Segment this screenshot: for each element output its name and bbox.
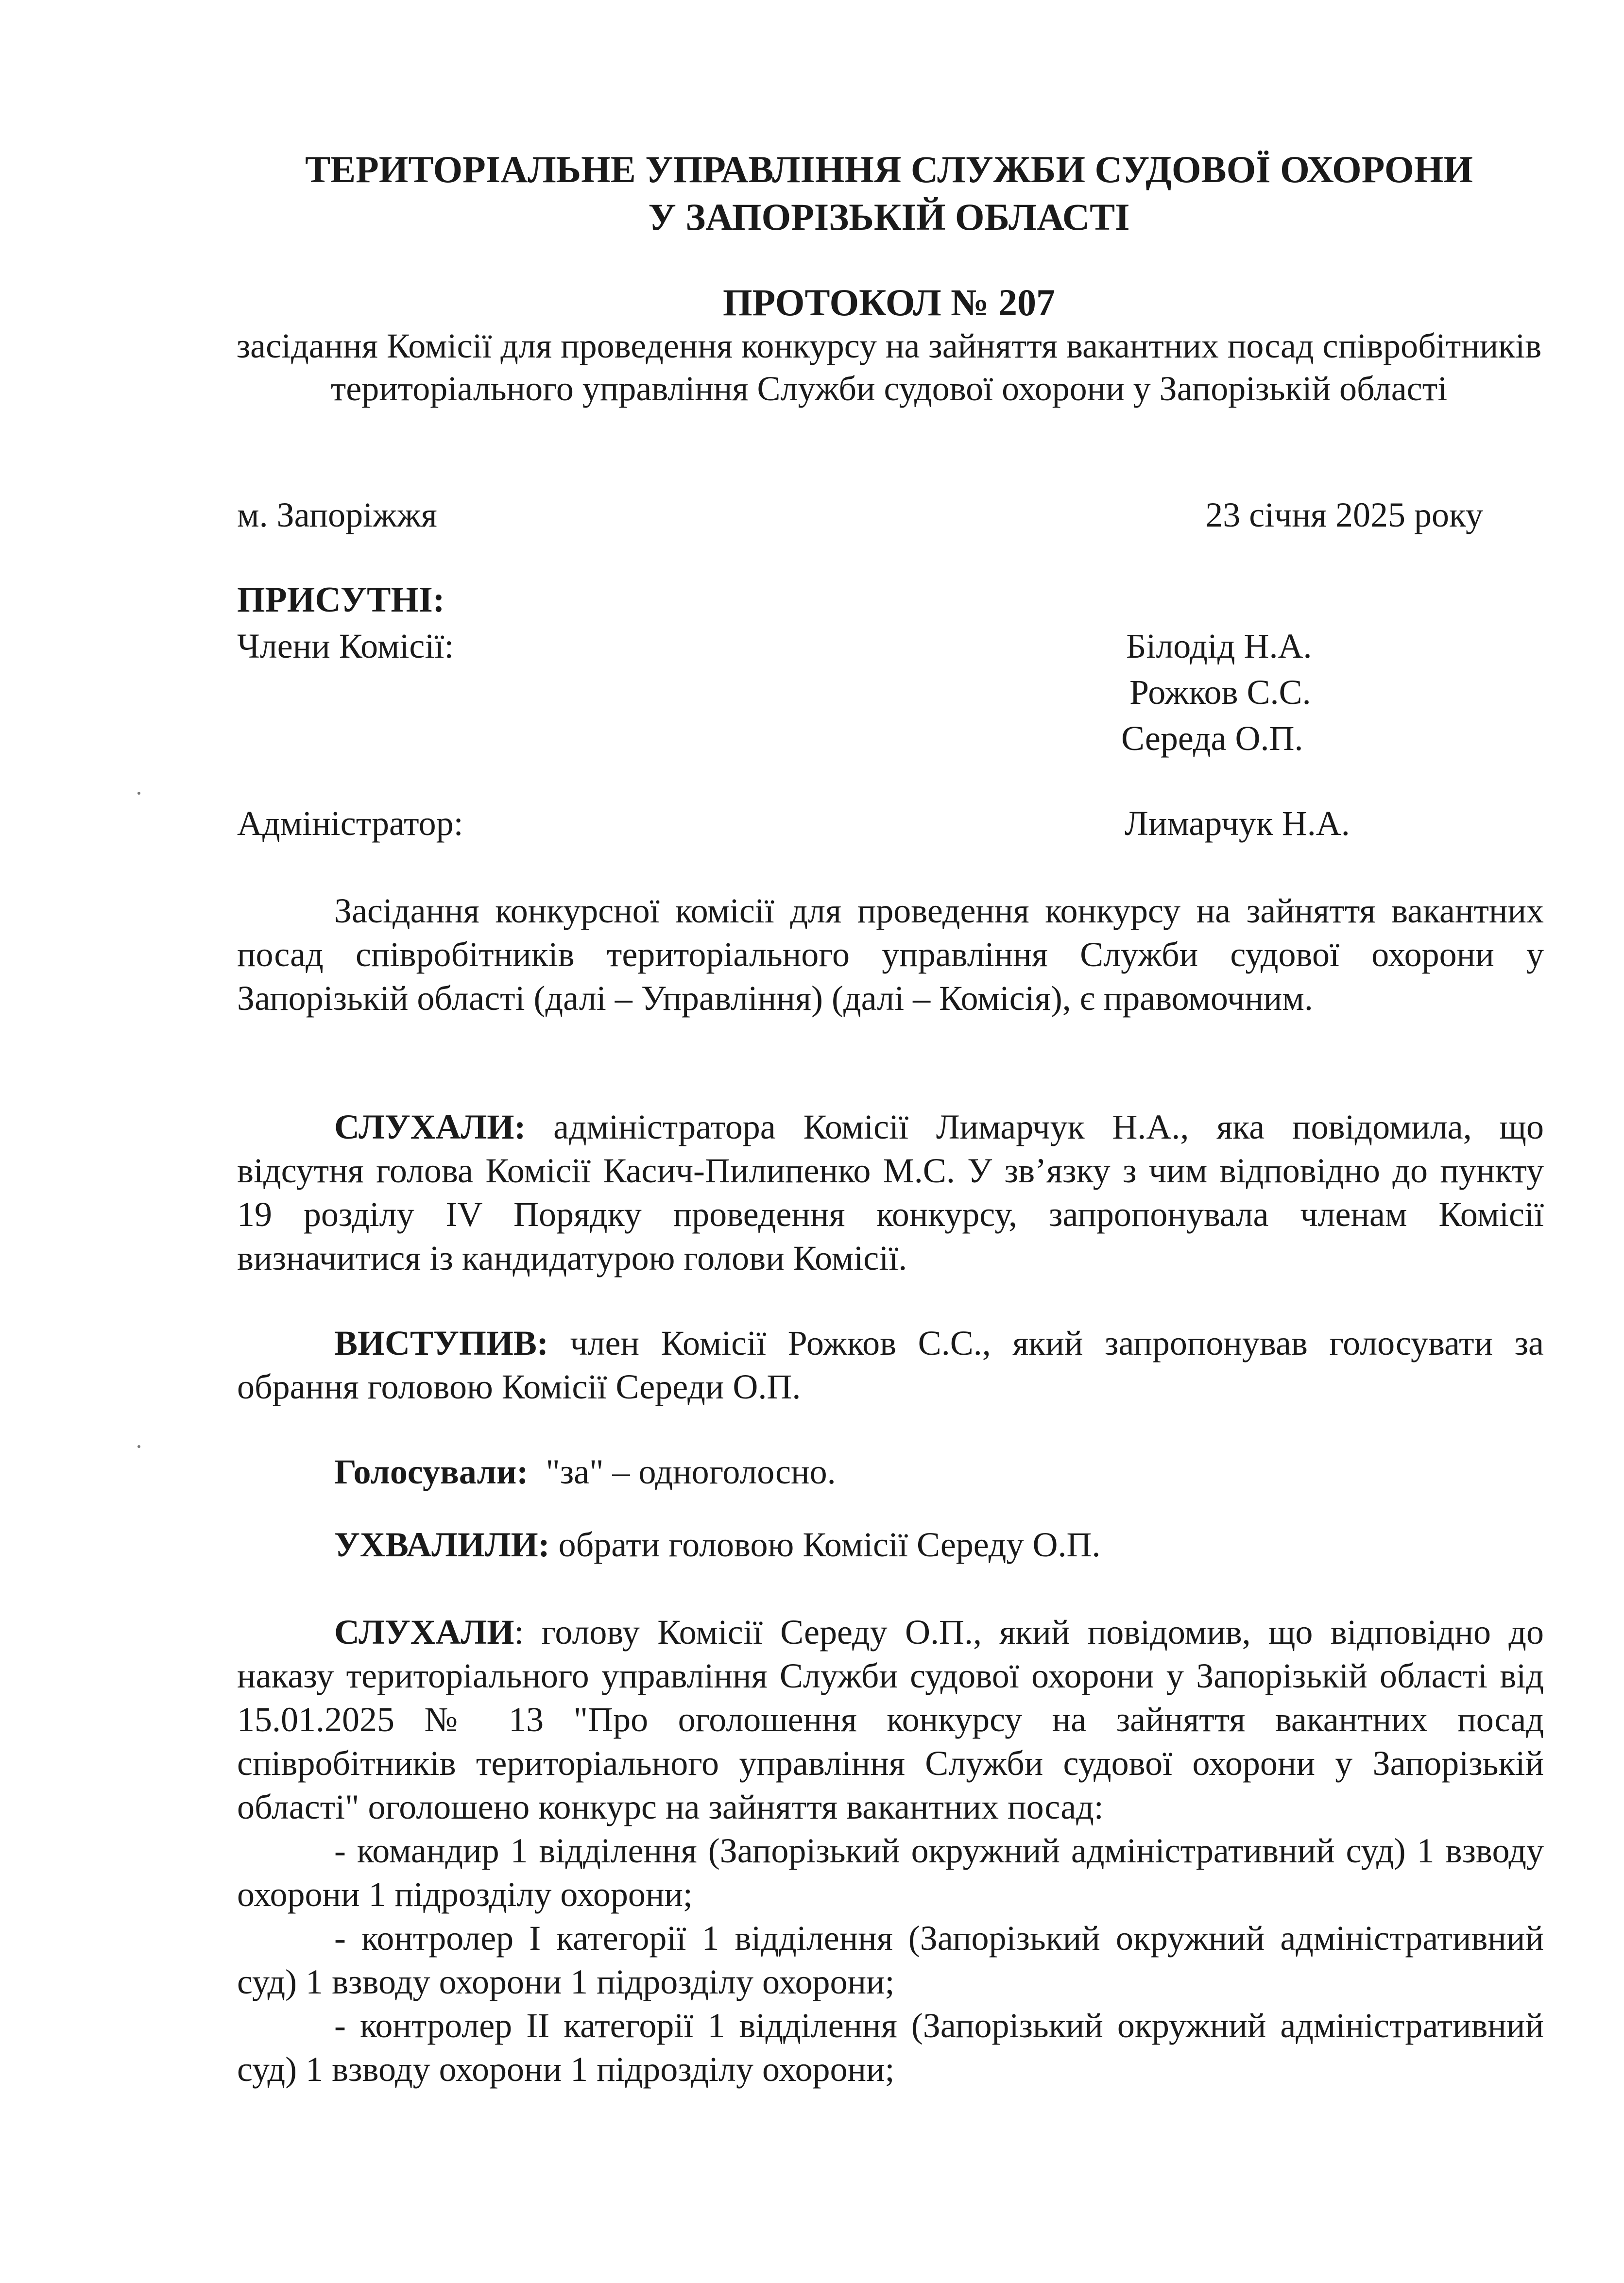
paragraph-text: член Комісії Рожков С.С., який запропонував голосувати за обрання головою Комісії Середи О.П.: [237, 1324, 1544, 1406]
protocol-subtitle: засідання Комісії для проведення конкурсу на зайняття вакантних посад співробітників територіального управління Служби судової охорони у Запорізькій області: [236, 326, 1542, 408]
organization-name-line-2: У ЗАПОРІЗЬКІЙ ОБЛАСТІ: [648, 196, 1130, 238]
positions-list: [237, 1829, 1544, 2091]
administrator-label: Адміністратор:: [237, 804, 463, 843]
administrator-name: Лимарчук Н.А.: [1125, 804, 1350, 843]
list-item: - командир 1 відділення (Запорізький окружний адміністративний суд) 1 взводу охорони 1 підрозділу охорони;: [237, 1831, 1544, 1914]
present-heading: ПРИСУТНІ:: [237, 580, 445, 620]
list-item: - контролер ІІ категорії 1 відділення (Запорізький окружний адміністративний суд) 1 взводу охорони 1 підрозділу охорони;: [237, 2006, 1544, 2089]
paragraph-label: СЛУХАЛИ:: [334, 1107, 526, 1146]
place: м. Запоріжжя: [237, 495, 437, 534]
paragraph-text: "за" – одноголосно.: [528, 1452, 836, 1491]
member-name: Білодід Н.А.: [1126, 627, 1312, 665]
members-label: Члени Комісії:: [237, 627, 454, 665]
paragraph-spoke: [237, 1321, 1544, 1409]
paragraph-label: УХВАЛИЛИ:: [334, 1525, 550, 1564]
paragraph-voted: [237, 1450, 1544, 1494]
paragraph-text: : голову Комісії Середу О.П., який повідомив, що відповідно до наказу територіального управління Служби судової охорони у Запорізькій області від 15.01.2025 № 13 "Про оголошення конкурсу на зайняття вакантних посад співробітників територіального управління Служби судової охорони у Запорізькій області" оголошено конкурс на зайняття вакантних посад:: [237, 1613, 1544, 1826]
paragraph-label: ВИСТУПИВ:: [334, 1324, 548, 1363]
paragraph-heard-2: [237, 1610, 1544, 2091]
paragraph-label: СЛУХАЛИ: [334, 1613, 514, 1652]
paragraph-text: адміністратора Комісії Лимарчук Н.А., яка повідомила, що відсутня голова Комісії Касич-Пилипенко М.С. У зв’язку з чим відповідно до пункту 19 розділу IV Порядку проведення конкурсу, запропонувала членам Комісії визначитися із кандидатурою голови Комісії.: [237, 1107, 1544, 1278]
member-name: Рожков С.С.: [1129, 673, 1311, 712]
paragraph-quorum: [237, 889, 1544, 1020]
paragraph-text: обрати головою Комісії Середу О.П.: [549, 1525, 1101, 1564]
member-name: Середа О.П.: [1121, 719, 1303, 758]
date: 23 січня 2025 року: [1205, 495, 1483, 534]
organization-name: [233, 146, 1545, 241]
paragraph-text: Засідання конкурсної комісії для проведення конкурсу на зайняття вакантних посад співробітників територіального управління Служби судової охорони у Запорізькій області (далі – Управління) (далі – Комісія), є правомочним.: [237, 891, 1544, 1018]
protocol-title: ПРОТОКОЛ № 207: [722, 281, 1056, 324]
scan-speck: [137, 1445, 140, 1448]
scan-speck: [137, 792, 140, 795]
paragraph-heard-1: [237, 1105, 1544, 1280]
organization-name-line-1: ТЕРИТОРІАЛЬНЕ УПРАВЛІННЯ СЛУЖБИ СУДОВОЇ ОХОРОНИ: [305, 148, 1473, 190]
list-item: - контролер І категорії 1 відділення (Запорізький окружний адміністративний суд) 1 взводу охорони 1 підрозділу охорони;: [237, 1919, 1544, 2001]
paragraph-label: Голосували:: [334, 1452, 529, 1491]
paragraph-resolved: [237, 1523, 1544, 1567]
